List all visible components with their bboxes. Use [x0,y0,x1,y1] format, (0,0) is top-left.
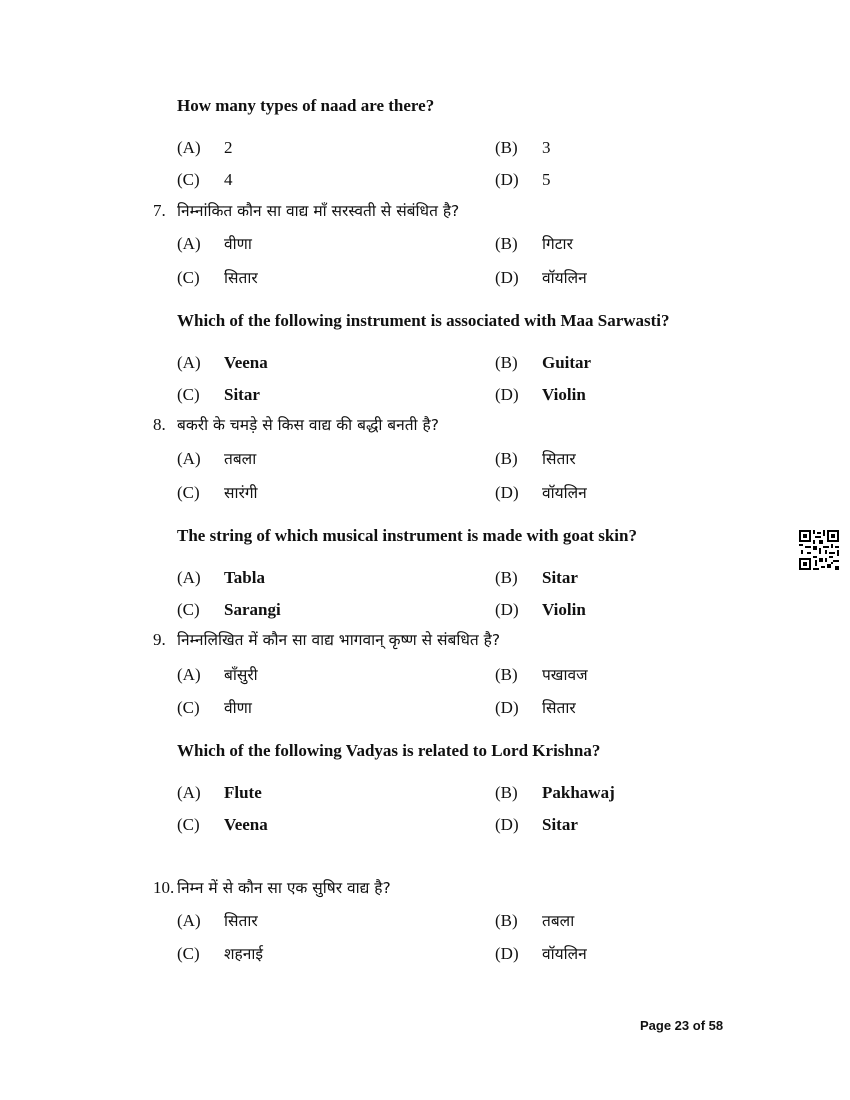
qr-code-icon [799,530,839,570]
question-10-hindi: निम्न में से कौन सा एक सुषिर वाद्य है? [177,879,391,897]
option-b-hindi: (B) पखावज [495,665,588,684]
option-c-hindi: (C) शहनाई [177,944,263,963]
option-a: (A) 2 [177,138,233,157]
option-b-hindi: (B) सितार [495,449,576,468]
option-a-hindi: (A) तबला [177,449,257,468]
question-7-number: 7. [153,201,166,220]
option-a-hindi: (A) सितार [177,911,258,930]
question-7-hindi: निम्नांकित कौन सा वाद्य माँ सरस्वती से संबंधित है? [177,202,460,220]
option-d: (D) Sitar [495,815,578,834]
option-c-hindi: (C) सितार [177,268,258,287]
question-8-number: 8. [153,415,166,434]
question-9-english: Which of the following Vadyas is related to Lord Krishna? [177,741,601,760]
option-a-hindi: (A) वीणा [177,234,252,253]
option-c-hindi: (C) वीणा [177,698,252,717]
option-a: (A) Veena [177,353,268,372]
option-c: (C) Sarangi [177,600,281,619]
question-9-hindi: निम्नलिखित में कौन सा वाद्य भागवान् कृष्ण से संबधित है? [177,631,501,649]
option-c: (C) 4 [177,170,233,189]
question-8-english: The string of which musical instrument is made with goat skin? [177,526,637,545]
question-7-english: Which of the following instrument is associated with Maa Sarwasti? [177,311,670,330]
option-d: (D) Violin [495,600,586,619]
option-b: (B) Sitar [495,568,578,587]
option-a: (A) Tabla [177,568,265,587]
option-b: (B) Pakhawaj [495,783,615,802]
option-c: (C) Sitar [177,385,260,404]
option-a: (A) Flute [177,783,262,802]
option-c: (C) Veena [177,815,268,834]
page-number: Page 23 of 58 [640,1018,724,1033]
option-b: (B) Guitar [495,353,592,372]
question-10-number: 10. [153,878,175,897]
option-c-hindi: (C) सारंगी [177,483,258,502]
option-b-hindi: (B) तबला [495,911,575,930]
question-9-number: 9. [153,630,166,649]
option-d-hindi: (D) वॉयलिन [495,944,587,963]
option-d-hindi: (D) वॉयलिन [495,268,587,287]
option-d-hindi: (D) वॉयलिन [495,483,587,502]
question-8-hindi: बकरी के चमड़े से किस वाद्य की बद्धी बनती है? [177,416,439,434]
option-d: (D) 5 [495,170,551,189]
option-b: (B) 3 [495,138,551,157]
option-b-hindi: (B) गिटार [495,234,573,253]
option-a-hindi: (A) बाँसुरी [177,665,258,684]
option-d-hindi: (D) सितार [495,698,576,717]
question-6-english: How many types of naad are there? [177,96,435,115]
option-d: (D) Violin [495,385,586,404]
